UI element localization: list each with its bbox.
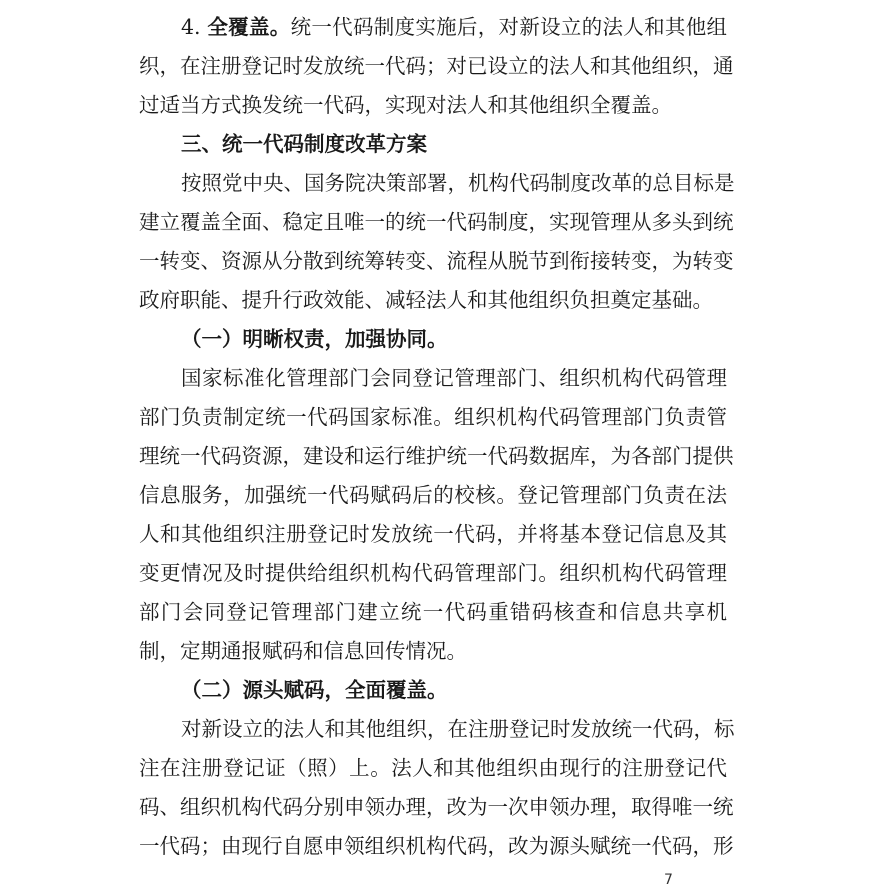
- subheading-source-coding: （二）源头赋码，全面覆盖。: [181, 678, 448, 702]
- paragraph-responsibilities-line-4: 信息服务，加强统一代码赋码后的校核。登记管理部门负责在法: [139, 483, 727, 507]
- paragraph-responsibilities-line-2: 部门负责制定统一代码国家标准。组织机构代码管理部门负责管: [139, 405, 727, 429]
- paragraph-responsibilities-line-5: 人和其他组织注册登记时发放统一代码，并将基本登记信息及其: [139, 522, 727, 546]
- paragraph-goal-line-2: 建立覆盖全面、稳定且唯一的统一代码制度，实现管理从多头到统: [139, 210, 734, 234]
- subheading-clarify-responsibilities: （一）明晰权责，加强协同。: [181, 327, 448, 351]
- page-number: 7: [664, 872, 673, 887]
- paragraph-source-coding-line-2: 注在注册登记证（照）上。法人和其他组织由现行的注册登记代: [139, 756, 727, 780]
- item-text: 统一代码制度实施后，对新设立的法人和其他组: [290, 15, 727, 39]
- paragraph-full-coverage-line-3: 过适当方式换发统一代码，实现对法人和其他组织全覆盖。: [139, 93, 672, 117]
- paragraph-responsibilities-line-3: 理统一代码资源，建设和运行维护统一代码数据库，为各部门提供: [139, 444, 734, 468]
- paragraph-goal-line-1: 按照党中央、国务院决策部署，机构代码制度改革的总目标是: [181, 171, 735, 195]
- paragraph-source-coding-line-4: 一代码；由现行自愿申领组织机构代码，改为源头赋统一代码，形: [139, 834, 734, 858]
- paragraph-source-coding-line-1: 对新设立的法人和其他组织，在注册登记时发放统一代码，标: [181, 717, 735, 741]
- paragraph-full-coverage-line-1: [181, 11, 727, 43]
- item-title: 全覆盖。: [207, 15, 291, 39]
- paragraph-responsibilities-line-7: 部门会同登记管理部门建立统一代码重错码核查和信息共享机: [139, 600, 727, 624]
- paragraph-full-coverage-line-2: 织，在注册登记时发放统一代码；对已设立的法人和其他组织，通: [139, 54, 734, 78]
- paragraph-goal-line-3: 一转变、资源从分散到统筹转变、流程从脱节到衔接转变，为转变: [139, 249, 734, 273]
- section-heading-reform-plan: 三、统一代码制度改革方案: [181, 132, 427, 156]
- paragraph-responsibilities-line-6: 变更情况及时提供给组织机构代码管理部门。组织机构代码管理: [139, 561, 727, 585]
- paragraph-responsibilities-line-8: 制，定期通报赋码和信息回传情况。: [139, 639, 467, 663]
- paragraph-goal-line-4: 政府职能、提升行政效能、减轻法人和其他组织负担奠定基础。: [139, 288, 713, 312]
- paragraph-responsibilities-line-1: 国家标准化管理部门会同登记管理部门、组织机构代码管理: [181, 366, 727, 390]
- paragraph-source-coding-line-3: 码、组织机构代码分别申领办理，改为一次申领办理，取得唯一统: [139, 795, 734, 819]
- item-number: 4.: [181, 15, 208, 39]
